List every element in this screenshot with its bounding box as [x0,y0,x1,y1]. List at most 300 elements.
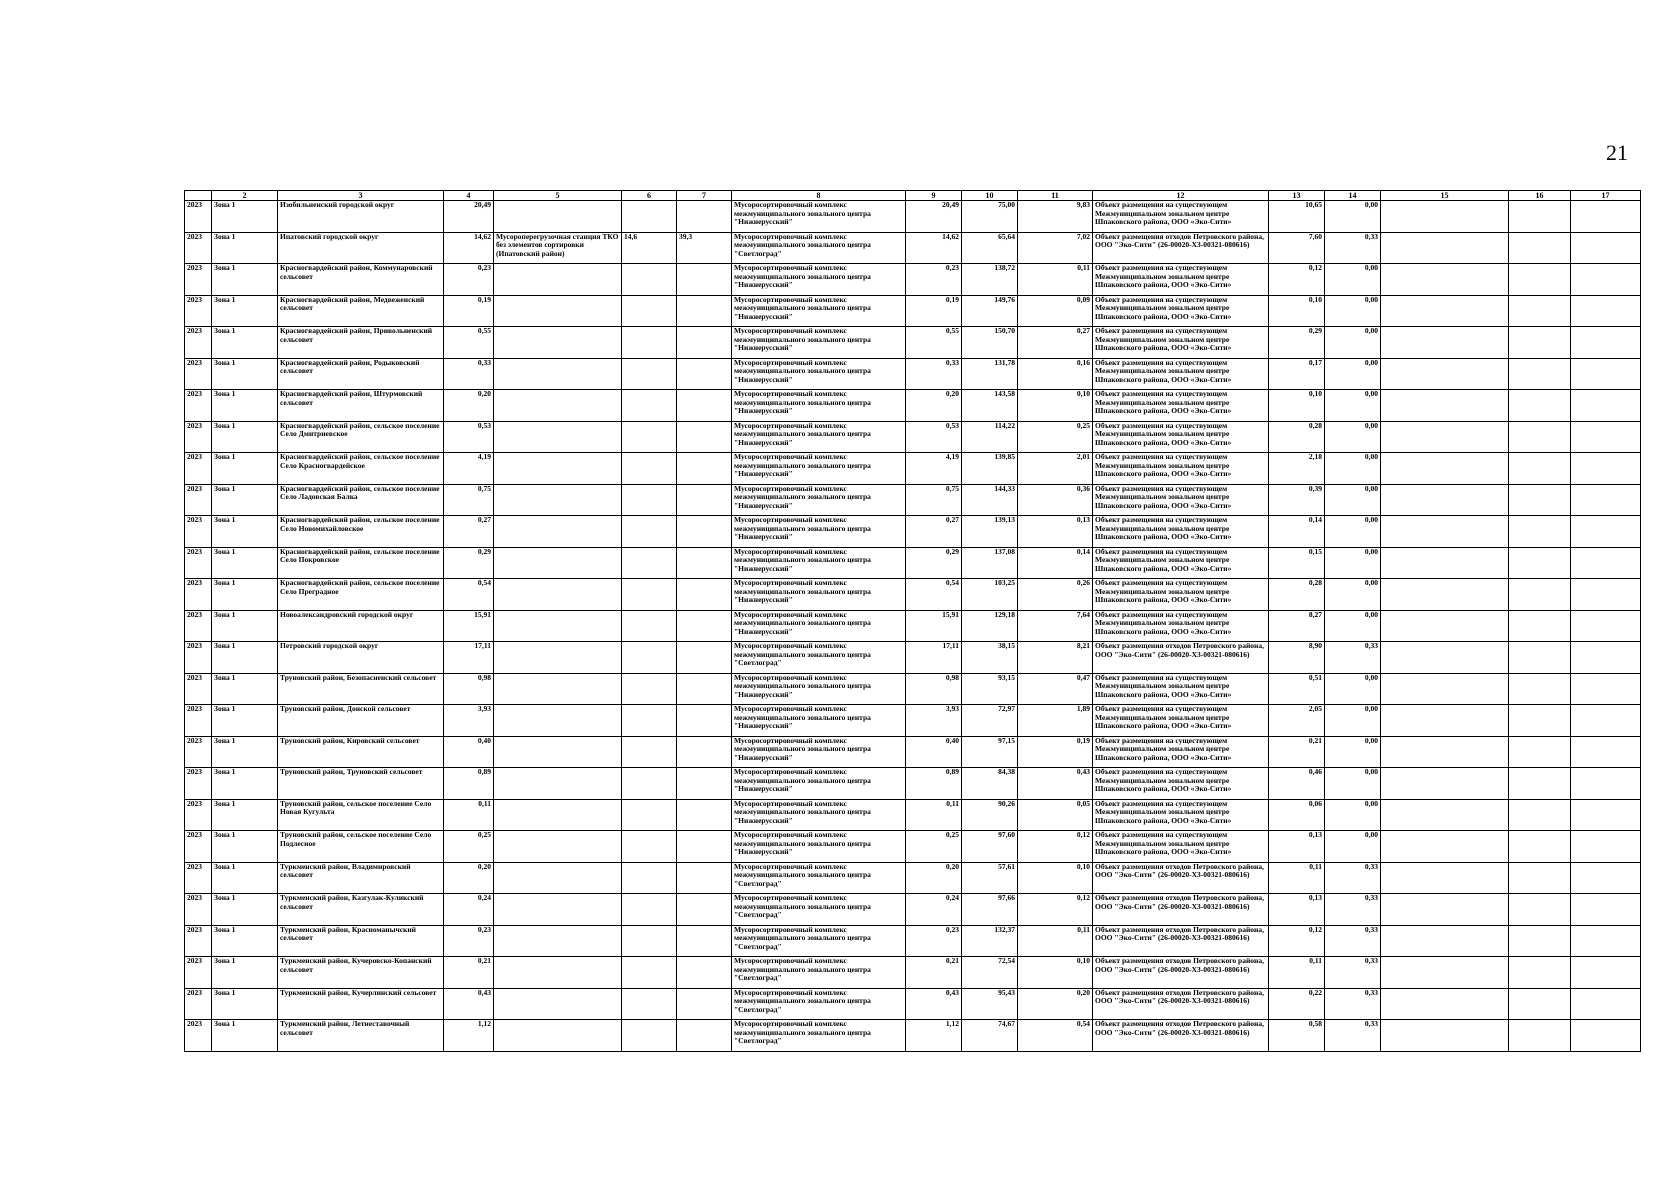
cell-c14 [1325,610,1381,642]
cell-c4 [444,894,494,926]
cell-empty [1571,295,1641,327]
cell-municipality [278,610,444,642]
cell-text: 15,91 [474,610,491,619]
cell-placement [1093,421,1269,453]
cell-c11 [1018,988,1093,1020]
cell-c7 [677,925,732,957]
cell-text: 2023 [187,925,202,934]
cell-facility [732,894,906,926]
cell-c14 [1325,516,1381,548]
cell-placement [1093,862,1269,894]
cell-text: 2023 [187,295,202,304]
cell-year [185,799,212,831]
cell-c10 [962,736,1018,768]
cell-c4 [444,295,494,327]
cell-placement [1093,894,1269,926]
cell-c13 [1269,547,1325,579]
cell-c9 [906,264,962,296]
table-row [185,705,1641,737]
cell-text: Объект размещения отходов Петровского района, ООО "Эко-Сити" (26-00020-Х3-00321-080616) [1095,862,1264,879]
cell-c6 [622,264,677,296]
cell-text: Зона 1 [214,200,236,209]
cell-c5 [494,1020,622,1052]
cell-text: 2023 [187,484,202,493]
cell-text: 2023 [187,578,202,587]
cell-text: 143,58 [994,389,1015,398]
cell-empty [1509,988,1571,1020]
cell-text: Объект размещения отходов Петровского района, ООО "Эко-Сити" (26-00020-Х3-00321-080616) [1095,956,1264,974]
cell-text: Зона 1 [214,641,236,650]
cell-text: Мусоросортировочный комплекс межмуниципального зонального центра "Нижнерусский" [734,704,871,730]
column-number-cell: 15 [1381,191,1509,201]
cell-text: 90,26 [998,799,1015,808]
cell-c4 [444,547,494,579]
cell-zone [212,799,278,831]
cell-empty [1509,831,1571,863]
cell-text: 75,00 [998,200,1015,209]
cell-text: 38,15 [998,641,1015,650]
cell-zone [212,957,278,989]
cell-text: 0,13 [1076,515,1090,524]
cell-c6 [622,705,677,737]
cell-text: 0,54 [477,578,491,587]
cell-empty [1381,390,1509,422]
cell-placement [1093,579,1269,611]
cell-empty [1381,736,1509,768]
cell-text: 72,54 [998,956,1015,965]
cell-text: 0,00 [1364,578,1378,587]
cell-municipality [278,768,444,800]
cell-empty [1509,925,1571,957]
table-row [185,295,1641,327]
cell-c9 [906,988,962,1020]
cell-c7 [677,516,732,548]
cell-c10 [962,390,1018,422]
cell-c5 [494,390,622,422]
cell-c9 [906,925,962,957]
cell-text: 0,00 [1364,799,1378,808]
cell-c7 [677,358,732,390]
cell-text: 0,23 [945,925,959,934]
cell-c13 [1269,579,1325,611]
cell-year [185,390,212,422]
cell-empty [1509,295,1571,327]
cell-municipality [278,988,444,1020]
cell-c9 [906,358,962,390]
cell-text: Объект размещения на существующем Межмуниципальном зональном центре Шпаковского района, ООО «Эко-Сити» [1095,200,1232,226]
cell-text: 0,12 [1308,925,1322,934]
cell-text: 65,64 [998,232,1015,241]
cell-text: Зона 1 [214,704,236,713]
cell-c14 [1325,1020,1381,1052]
cell-c4 [444,799,494,831]
cell-text: 0,00 [1364,263,1378,272]
cell-zone [212,295,278,327]
cell-text: Зона 1 [214,673,236,682]
cell-c5 [494,894,622,926]
cell-c14 [1325,453,1381,485]
cell-c11 [1018,421,1093,453]
cell-c13 [1269,232,1325,264]
cell-text: Труновский район, сельское поселение Село Новая Кугульта [280,799,432,816]
cell-c7 [677,705,732,737]
cell-text: Мусоросортировочный комплекс межмуниципального зонального центра "Нижнерусский" [734,673,871,699]
cell-facility [732,484,906,516]
cell-text: 0,05 [1076,799,1090,808]
cell-text: 0,33 [1364,925,1378,934]
cell-year [185,673,212,705]
cell-c7 [677,610,732,642]
cell-text: 0,28 [1308,578,1322,587]
table-row [185,642,1641,674]
cell-c9 [906,831,962,863]
cell-empty [1571,421,1641,453]
cell-c10 [962,358,1018,390]
cell-c10 [962,925,1018,957]
cell-zone [212,894,278,926]
cell-text: 0,43 [945,988,959,997]
cell-c13 [1269,453,1325,485]
cell-empty [1381,768,1509,800]
cell-text: 0,12 [1076,830,1090,839]
cell-c4 [444,988,494,1020]
table-row [185,484,1641,516]
cell-text: Красногвардейский район, сельское поселение Село Покровское [280,547,440,564]
cell-text: 0,53 [477,421,491,430]
cell-c7 [677,421,732,453]
cell-text: 2,01 [1076,452,1090,461]
cell-zone [212,831,278,863]
cell-text: 0,58 [1308,1019,1322,1028]
cell-text: 0,11 [1309,862,1322,871]
cell-text: Объект размещения на существующем Межмуниципальном зональном центре Шпаковского района, ООО «Эко-Сити» [1095,767,1232,793]
cell-empty [1381,295,1509,327]
cell-c13 [1269,894,1325,926]
cell-c4 [444,232,494,264]
cell-text: 3,93 [477,704,491,713]
cell-c9 [906,705,962,737]
cell-c9 [906,894,962,926]
cell-c13 [1269,673,1325,705]
cell-text: 2023 [187,830,202,839]
cell-text: 0,25 [477,830,491,839]
cell-c11 [1018,390,1093,422]
cell-text: Зона 1 [214,893,236,902]
cell-text: Объект размещения на существующем Межмуниципальном зональном центре Шпаковского района, ООО «Эко-Сити» [1095,515,1232,541]
cell-text: 0,10 [1308,295,1322,304]
cell-zone [212,484,278,516]
cell-placement [1093,484,1269,516]
cell-text: Зона 1 [214,988,236,997]
cell-c11 [1018,831,1093,863]
cell-text: 8,90 [1308,641,1322,650]
cell-empty [1381,264,1509,296]
cell-text: 0,33 [477,358,491,367]
cell-c5 [494,642,622,674]
cell-empty [1509,610,1571,642]
cell-zone [212,516,278,548]
cell-c11 [1018,610,1093,642]
cell-c9 [906,516,962,548]
cell-c14 [1325,673,1381,705]
cell-c11 [1018,232,1093,264]
cell-text: Зона 1 [214,830,236,839]
cell-c14 [1325,579,1381,611]
cell-text: Зона 1 [214,578,236,587]
cell-c11 [1018,516,1093,548]
table-row [185,1020,1641,1052]
cell-empty [1381,988,1509,1020]
cell-c10 [962,295,1018,327]
cell-year [185,610,212,642]
cell-text: 14,62 [942,232,959,241]
cell-text: Мусоросортировочный комплекс межмуниципального зонального центра "Нижнерусский" [734,389,871,415]
column-number-cell: 12 [1093,191,1269,201]
cell-text: 0,00 [1364,389,1378,398]
column-number-cell: 8 [732,191,906,201]
cell-c10 [962,705,1018,737]
cell-text: 2023 [187,673,202,682]
cell-text: Красногвардейский район, Медвеженский сельсовет [280,295,425,312]
cell-c9 [906,547,962,579]
cell-text: Туркменский район, Кучерлинский сельсовет [280,988,437,997]
table-row [185,862,1641,894]
cell-text: Объект размещения на существующем Межмуниципальном зональном центре Шпаковского района, ООО «Эко-Сити» [1095,421,1232,447]
cell-facility [732,925,906,957]
cell-empty [1509,327,1571,359]
cell-empty [1571,736,1641,768]
table-row [185,736,1641,768]
cell-zone [212,390,278,422]
cell-text: 0,10 [1076,862,1090,871]
cell-year [185,327,212,359]
cell-text: Зона 1 [214,326,236,335]
cell-empty [1571,1020,1641,1052]
cell-text: 0,00 [1364,767,1378,776]
cell-text: 0,75 [945,484,959,493]
cell-c14 [1325,547,1381,579]
cell-text: 0,27 [945,515,959,524]
cell-c13 [1269,327,1325,359]
cell-text: 0,20 [945,389,959,398]
cell-c7 [677,988,732,1020]
cell-text: 0,24 [945,893,959,902]
cell-text: 0,89 [945,767,959,776]
cell-c4 [444,201,494,233]
cell-empty [1571,327,1641,359]
cell-text: Туркменский район, Казгулак-Куликский сельсовет [280,893,424,911]
cell-c11 [1018,264,1093,296]
cell-municipality [278,232,444,264]
cell-c14 [1325,894,1381,926]
cell-text: 0,75 [477,484,491,493]
cell-empty [1381,327,1509,359]
cell-c14 [1325,988,1381,1020]
cell-c10 [962,421,1018,453]
cell-facility [732,295,906,327]
cell-empty [1509,264,1571,296]
cell-text: Мусоросортировочный комплекс межмуниципального зонального центра "Светлоград" [734,232,871,258]
cell-c4 [444,390,494,422]
cell-text: Мусоросортировочный комплекс межмуниципального зонального центра "Нижнерусский" [734,610,871,636]
cell-text: 0,40 [945,736,959,745]
cell-text: 0,53 [945,421,959,430]
cell-text: 0,23 [945,263,959,272]
cell-text: 2023 [187,326,202,335]
cell-c6 [622,799,677,831]
cell-text: Труновский район, Труновский сельсовет [280,767,423,776]
cell-empty [1509,232,1571,264]
cell-c11 [1018,799,1093,831]
cell-c5 [494,610,622,642]
cell-text: 0,11 [946,799,959,808]
cell-zone [212,1020,278,1052]
column-number-cell: 14 [1325,191,1381,201]
cell-c10 [962,201,1018,233]
cell-empty [1381,894,1509,926]
cell-text: 93,15 [998,673,1015,682]
cell-c5 [494,201,622,233]
cell-c14 [1325,232,1381,264]
cell-c6 [622,862,677,894]
cell-facility [732,673,906,705]
cell-year [185,453,212,485]
cell-empty [1571,358,1641,390]
cell-text: Объект размещения на существующем Межмуниципальном зональном центре Шпаковского района, ООО «Эко-Сити» [1095,452,1232,478]
cell-c4 [444,957,494,989]
cell-text: Зона 1 [214,956,236,965]
cell-c10 [962,579,1018,611]
cell-municipality [278,862,444,894]
cell-c5 [494,295,622,327]
cell-text: 0,12 [1076,893,1090,902]
cell-text: 0,27 [1076,326,1090,335]
cell-text: 39,3 [679,232,693,241]
cell-municipality [278,957,444,989]
cell-text: Объект размещения на существующем Межмуниципальном зональном центре Шпаковского района, ООО «Эко-Сити» [1095,484,1232,510]
cell-c5 [494,862,622,894]
cell-text: 14,62 [474,232,491,241]
cell-text: 20,49 [474,200,491,209]
cell-text: 2023 [187,736,202,745]
cell-text: 2023 [187,862,202,871]
cell-text: Мусоросортировочный комплекс межмуниципального зонального центра "Нижнерусский" [734,799,871,825]
cell-text: 84,38 [998,767,1015,776]
cell-c13 [1269,201,1325,233]
cell-text: Объект размещения на существующем Межмуниципальном зональном центре Шпаковского района, ООО «Эко-Сити» [1095,704,1232,730]
cell-c4 [444,673,494,705]
cell-text: 0,39 [1308,484,1322,493]
cell-empty [1381,421,1509,453]
cell-c10 [962,862,1018,894]
cell-c9 [906,610,962,642]
cell-empty [1509,547,1571,579]
cell-text: Новоалександровский городской округ [280,610,414,619]
table-row [185,358,1641,390]
cell-facility [732,768,906,800]
cell-zone [212,768,278,800]
cell-text: 4,19 [945,452,959,461]
column-number-row [185,191,1641,201]
cell-empty [1509,768,1571,800]
cell-c11 [1018,327,1093,359]
cell-facility [732,390,906,422]
cell-facility [732,516,906,548]
cell-year [185,642,212,674]
cell-text: Зона 1 [214,358,236,367]
column-number-cell: 2 [212,191,278,201]
cell-text: 144,33 [994,484,1015,493]
cell-text: Зона 1 [214,1019,236,1028]
cell-text: 0,54 [1076,1019,1090,1028]
cell-c5 [494,705,622,737]
cell-text: 0,00 [1364,358,1378,367]
cell-c7 [677,201,732,233]
cell-text: Труновский район, Безопасненский сельсовет [280,673,437,682]
cell-municipality [278,516,444,548]
cell-c13 [1269,831,1325,863]
cell-text: Мусоросортировочный комплекс межмуниципального зонального центра "Нижнерусский" [734,326,871,352]
cell-municipality [278,925,444,957]
cell-text: 0,06 [1308,799,1322,808]
cell-text: 0,33 [1364,956,1378,965]
cell-c5 [494,264,622,296]
cell-c6 [622,610,677,642]
cell-zone [212,579,278,611]
cell-text: 0,20 [477,862,491,871]
cell-text: 2023 [187,893,202,902]
cell-zone [212,736,278,768]
column-number-cell: 16 [1509,191,1571,201]
cell-zone [212,453,278,485]
cell-text: Мусоросортировочный комплекс межмуниципального зонального центра "Нижнерусский" [734,547,871,573]
cell-facility [732,1020,906,1052]
cell-placement [1093,547,1269,579]
cell-text: Зона 1 [214,862,236,871]
table-row [185,894,1641,926]
cell-text: Мусоросортировочный комплекс межмуниципального зонального центра "Нижнерусский" [734,484,871,510]
cell-c9 [906,768,962,800]
cell-year [185,957,212,989]
cell-text: Зона 1 [214,736,236,745]
cell-year [185,232,212,264]
cell-facility [732,705,906,737]
cell-c11 [1018,925,1093,957]
cell-text: 0,27 [477,515,491,524]
cell-c14 [1325,768,1381,800]
cell-c5 [494,736,622,768]
cell-empty [1571,516,1641,548]
cell-text: 0,43 [477,988,491,997]
cell-text: Мусоросортировочный комплекс межмуниципального зонального центра "Нижнерусский" [734,830,871,856]
cell-c6 [622,988,677,1020]
column-number-cell: 11 [1018,191,1093,201]
cell-c9 [906,957,962,989]
cell-text: 0,13 [1308,830,1322,839]
cell-text: 15,91 [942,610,959,619]
cell-c4 [444,579,494,611]
cell-text: 0,17 [1308,358,1322,367]
cell-empty [1381,1020,1509,1052]
cell-text: 0,21 [945,956,959,965]
cell-text: 0,98 [477,673,491,682]
cell-text: Мусоросортировочный комплекс межмуниципального зонального центра "Нижнерусский" [734,200,871,226]
cell-text: Зона 1 [214,452,236,461]
cell-text: 0,00 [1364,484,1378,493]
cell-empty [1571,925,1641,957]
cell-year [185,988,212,1020]
cell-c5 [494,484,622,516]
